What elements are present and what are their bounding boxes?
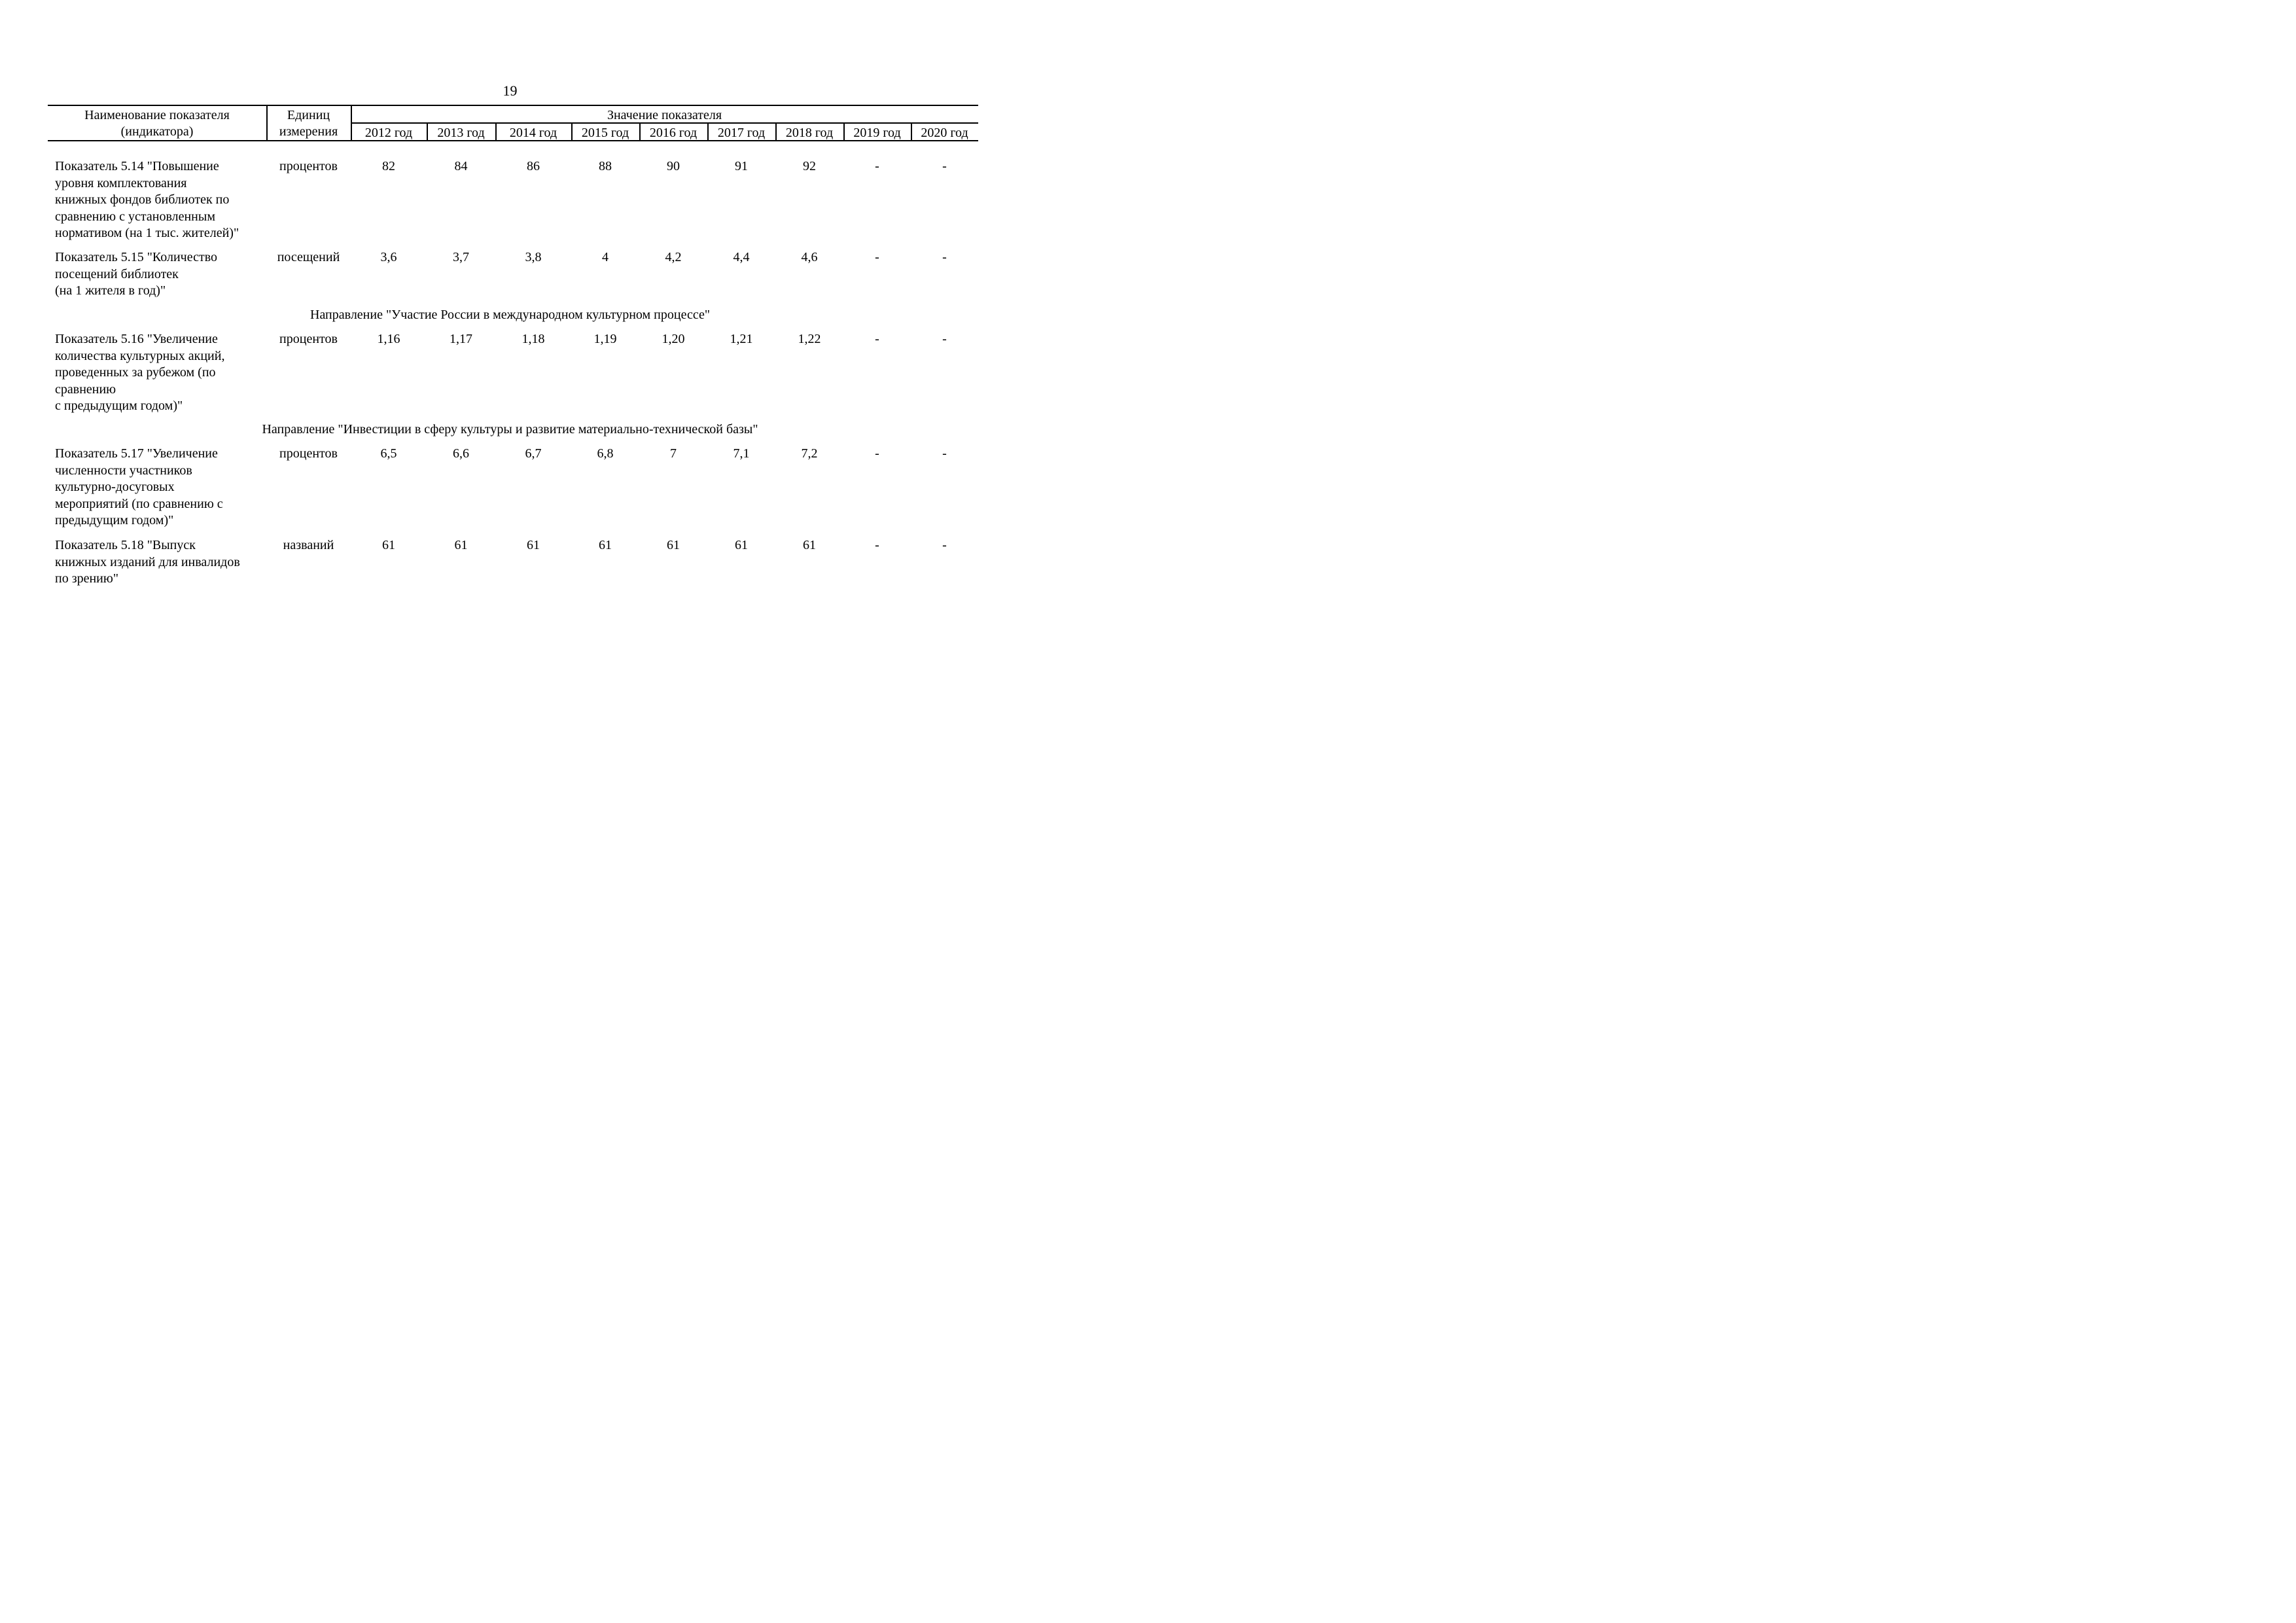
value-cell: 7 [670, 446, 677, 461]
header-name-line2: (индикатора) [120, 124, 194, 139]
section-heading: Направление "Инвестиции в сферу культуры и развитие материально-технической базы" [262, 422, 758, 437]
unit-cell: процентов [279, 332, 338, 346]
value-cell: - [942, 538, 947, 552]
indicator-name: Показатель 5.17 "Увеличение численности участников культурно-досуговых мероприятий (по сравнению с предыдущим годом)" [55, 446, 223, 527]
value-cell: 1,16 [377, 332, 400, 346]
value-cell: 7,1 [733, 446, 750, 461]
value-cell: 61 [382, 538, 395, 552]
value-cell: - [875, 332, 879, 346]
year-header: 2013 год [437, 126, 485, 140]
header-unit-line2: измерения [279, 124, 338, 139]
value-cell: 6,6 [453, 446, 469, 461]
section-heading: Направление "Участие России в международном культурном процессе" [310, 308, 710, 322]
indicator-name: Показатель 5.14 "Повышение уровня комплектования книжных фондов библиотек по сравнению с установленным нормативом (на 1 тыс. жителей)" [55, 159, 239, 240]
value-cell: - [875, 446, 879, 461]
value-cell: 61 [454, 538, 468, 552]
page-number: 19 [503, 82, 518, 99]
year-header: 2014 год [509, 126, 557, 140]
value-cell: 1,21 [730, 332, 753, 346]
year-header: 2015 год [581, 126, 629, 140]
header-value-group: Значение показателя [607, 108, 722, 122]
value-cell: 86 [527, 159, 540, 173]
indicator-name: Показатель 5.15 "Количество посещений библиотек (на 1 жителя в год)" [55, 250, 217, 298]
value-cell: 3,8 [525, 250, 542, 264]
value-cell: 90 [667, 159, 680, 173]
value-cell: 7,2 [801, 446, 818, 461]
value-cell: 61 [527, 538, 540, 552]
table-top-rule [48, 105, 978, 106]
value-cell: 4,4 [733, 250, 750, 264]
value-cell: - [942, 159, 947, 173]
value-cell: 61 [803, 538, 816, 552]
year-header: 2016 год [649, 126, 698, 140]
value-cell: 4,2 [665, 250, 682, 264]
value-cell: - [942, 332, 947, 346]
value-cell: 61 [599, 538, 612, 552]
value-cell: - [942, 250, 947, 264]
value-cell: 4,6 [801, 250, 818, 264]
header-unit-line1: Единиц [287, 108, 330, 122]
value-cell: 1,22 [798, 332, 821, 346]
header-name-line1: Наименование показателя [84, 108, 230, 122]
value-cell: - [875, 159, 879, 173]
value-cell: 4 [602, 250, 609, 264]
unit-cell: посещений [277, 250, 340, 264]
value-cell: 1,20 [662, 332, 685, 346]
year-header: 2018 год [785, 126, 834, 140]
value-cell: 82 [382, 159, 395, 173]
indicator-name: Показатель 5.18 "Выпуск книжных изданий для инвалидов по зрению" [55, 538, 240, 586]
value-cell: 88 [599, 159, 612, 173]
value-cell: 3,6 [380, 250, 397, 264]
unit-cell: процентов [279, 446, 338, 461]
year-header: 2019 год [853, 126, 901, 140]
value-cell: 91 [735, 159, 748, 173]
value-cell: - [942, 446, 947, 461]
year-header: 2017 год [717, 126, 766, 140]
value-cell: 3,7 [453, 250, 469, 264]
value-cell: - [875, 250, 879, 264]
value-cell: 1,19 [593, 332, 617, 346]
unit-cell: процентов [279, 159, 338, 173]
value-cell: 1,18 [521, 332, 545, 346]
year-header: 2020 год [921, 126, 968, 140]
value-cell: 6,8 [597, 446, 614, 461]
value-cell: - [875, 538, 879, 552]
value-cell: 6,7 [525, 446, 542, 461]
year-header: 2012 год [364, 126, 413, 140]
value-cell: 61 [735, 538, 748, 552]
value-cell: 1,17 [450, 332, 472, 346]
value-cell: 92 [803, 159, 816, 173]
value-cell: 6,5 [380, 446, 397, 461]
unit-cell: названий [283, 538, 334, 552]
indicator-name: Показатель 5.16 "Увеличение количества культурных акций, проведенных за рубежом (по сравнению с предыдущим годом)" [55, 332, 225, 413]
value-cell: 61 [667, 538, 680, 552]
value-cell: 84 [454, 159, 468, 173]
